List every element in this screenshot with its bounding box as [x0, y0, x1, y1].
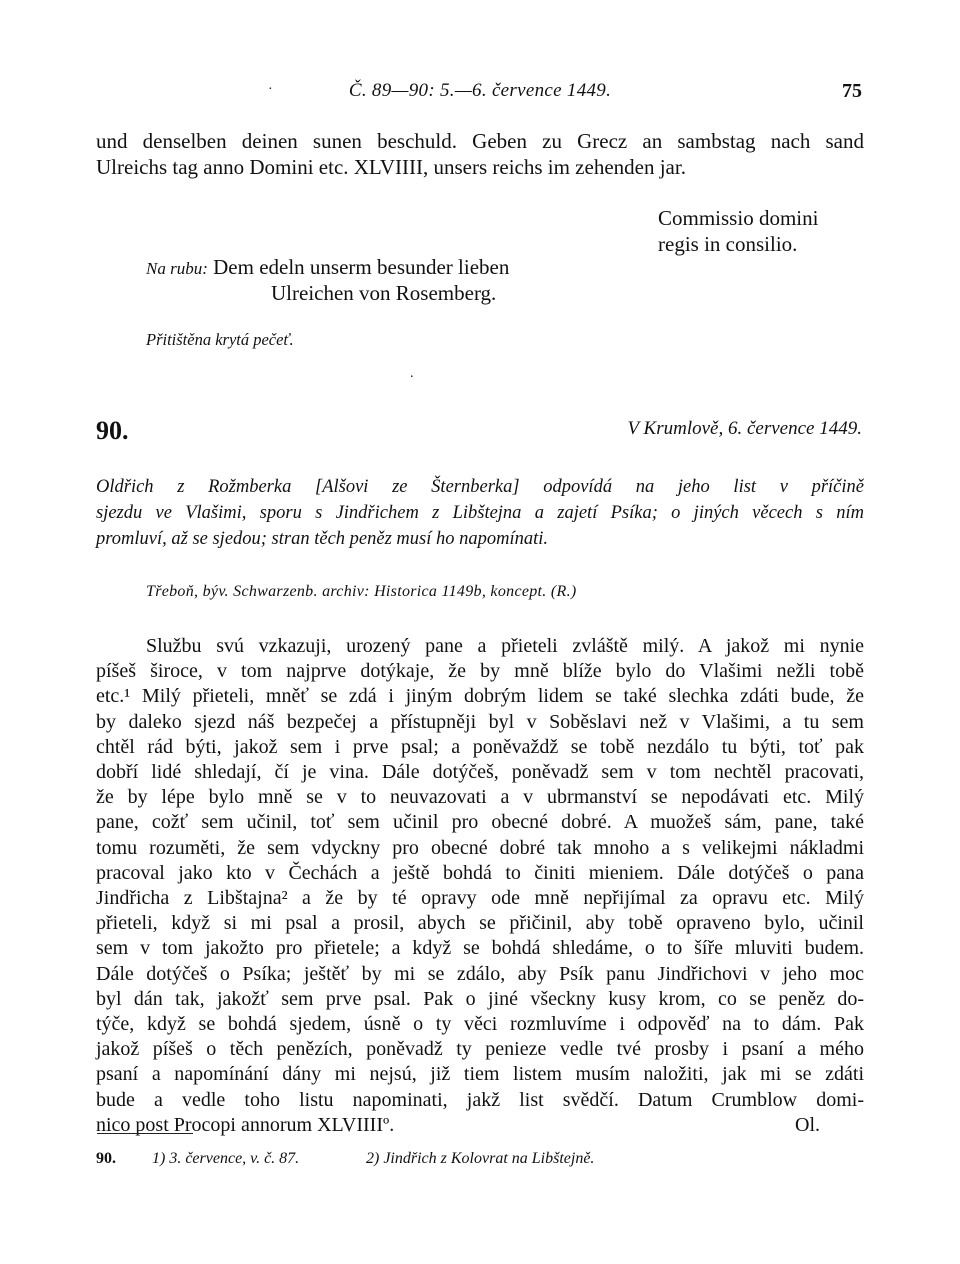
text-line: týče, když se bohdá sjedem, úsně o ty věci rozmluvíme i odpověď na to dám. Pak	[96, 1013, 864, 1036]
text-line: Dále dotýčeš o Psíka; ještěť by mi se zdálo, aby Psík panu Jindřichovi v jeho moc	[96, 962, 864, 985]
signature: Ol.	[795, 1113, 820, 1136]
text-line: pracoval jako kto v Čechách a ještě bohdá to činiti mieniem. Dále dotýčeš o pana	[96, 861, 864, 884]
closing-dating: nico post Procopi annorum XLVIIIIº.	[96, 1113, 395, 1136]
commissio-note	[658, 205, 818, 257]
text-line: by daleko sjezd náš bezpečej a přístupněji byl v Soběslavi než v Vlašimi, a tu sem	[96, 710, 864, 733]
text-line: chtěl rád býti, jakož sem i prve psal; a poněvaždž se tobě nezdálo tu býti, toť pak	[96, 735, 864, 758]
text-line: psaní a napomínání dány mi nejsú, již tiem listem musím naložiti, jak mi se zdáti	[96, 1063, 864, 1086]
commissio-line-2: regis in consilio.	[658, 232, 798, 256]
text-line: píšeš široce, v tom najprve dotýkaje, že by mně blíže bylo do Vlašimi nežli tobě	[96, 660, 864, 683]
text-line: že by lépe bylo mně se v to neuvazovati a v ubrmanství se nepodávati etc. Milý	[96, 786, 864, 809]
footnote-1: 1) 3. července, v. č. 87.	[152, 1150, 300, 1167]
header-mark: ·	[268, 82, 273, 97]
doc89-line-2: Ulreichs tag anno Domini etc. XLVIIII, unsers reichs im zehenden jar.	[96, 155, 686, 179]
rubu-label: Na rubu:	[146, 259, 208, 278]
commissio-line-1: Commissio domini	[658, 206, 819, 230]
source-note: Třeboň, býv. Schwarzenb. archiv: Historica 1149b, koncept. (R.)	[146, 583, 577, 600]
document-number: 90.	[96, 416, 129, 445]
closing-line	[96, 1113, 864, 1138]
text-line: jakož píšeš o těch penězích, poněvadž ty penieze vedle tvé prosby i psaní a mého	[96, 1038, 864, 1061]
stray-mark: .	[410, 366, 414, 381]
text-line: sem v tom jakožto pro přietele; a když se bohdá shledáme, o to šíře mluviti budem.	[96, 937, 864, 960]
text-line: přieteli, když si mi psal a prosil, abych se přičinil, aby tobě opraveno bylo, učinil	[96, 912, 864, 935]
footnote-2: 2) Jindřich z Kolovrat na Libštejně.	[366, 1150, 595, 1167]
letter-text	[96, 634, 864, 1138]
running-header: Č. 89—90: 5.—6. července 1449.	[348, 80, 612, 101]
footnotes	[96, 1150, 594, 1168]
text-line: byl dán tak, jakožť sem prve psal. Pak o jiné všeckny kusy krom, co se peněz do-	[96, 987, 864, 1010]
rubu-line-2: Ulreichen von Rosemberg.	[271, 281, 497, 305]
text-line: bude a vedle toho listu napominati, jakž list svědčí. Datum Crumblow domi-	[96, 1088, 864, 1111]
regest-line: promluví, až se sjedou; stran těch peněz musí ho napomínati.	[96, 529, 549, 549]
doc89-closing-text	[96, 128, 864, 180]
place-date: V Krumlově, 6. července 1449.	[627, 418, 862, 439]
address-note	[146, 254, 509, 282]
text-line: pane, cožť sem učinil, toť sem učinil pro obecné dobré. A muožeš sám, pane, také	[96, 811, 864, 834]
regest-line: Oldřich z Rožmberka [Alšovi ze Šternberka] odpovídá na jeho list v příčině	[96, 477, 864, 497]
text-line: Službu svú vzkazuji, urozený pane a přieteli zvláště milý. A jakož mi nynie	[146, 635, 864, 657]
text-line: Jindřicha z Libštajna² a že by té opravy ode mně nepřijímal za opravu etc. Milý	[96, 887, 864, 910]
footnote-doc-number: 90.	[96, 1150, 116, 1167]
text-line: tomu rozuměti, že sem vdyckny pro obecné dobré tak mnoho a s velikejmi nákladmi	[96, 836, 864, 859]
doc89-line-1: und denselben deinen sunen beschuld. Geben zu Grecz an sambstag nach sand	[96, 129, 864, 153]
page-number: 75	[842, 80, 862, 102]
text-line: dobří lidé shledají, čí je vina. Dále dotýčeš, poněvadž sem v tom nechtěl pracovati,	[96, 761, 864, 784]
footnote-rule	[97, 1133, 193, 1134]
text-line: etc.¹ Milý přieteli, mněť se zdá i jiným dobrým lidem se také slechka zdáti bude, že	[96, 685, 864, 708]
rubu-line-1: Dem edeln unserm besunder lieben	[213, 255, 510, 279]
seal-note: Přitištěna krytá pečeť.	[146, 330, 294, 349]
regest	[96, 474, 864, 552]
regest-line: sjezdu ve Vlašimi, sporu s Jindřichem z Libštejna a zajetí Psíka; o jiných věcech s ním	[96, 503, 864, 523]
